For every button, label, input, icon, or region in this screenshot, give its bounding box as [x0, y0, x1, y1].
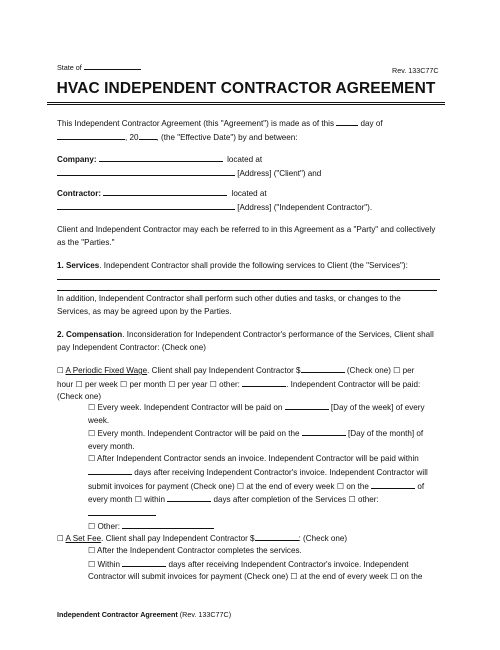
after-completion-option[interactable]: ☐ After the Independent Contractor completes the services.	[88, 546, 302, 555]
footer-title: Independent Contractor Agreement	[57, 610, 178, 619]
state-label: State of	[57, 63, 82, 72]
company-name-blank[interactable]	[99, 153, 223, 162]
month-day-blank[interactable]	[302, 427, 346, 436]
state-line	[57, 61, 141, 72]
revision-code: Rev. 133C77C	[392, 66, 439, 75]
title-rule-1	[47, 102, 445, 103]
services-line-1[interactable]	[57, 279, 440, 280]
set-fee-days-blank[interactable]	[122, 558, 166, 567]
page-footer	[57, 610, 231, 619]
set-fee-amount-blank[interactable]	[255, 532, 299, 541]
state-blank[interactable]	[84, 61, 141, 70]
intro-paragraph: This Independent Contractor Agreement (this "Agreement") is made as of this day of , 20 , (the "Effective Date") by and between:	[57, 119, 383, 142]
set-fee-option: ☐ A Set Fee. Client shall pay Independent Contractor $ : (Check one)	[57, 534, 348, 543]
company-address-blank[interactable]	[57, 167, 235, 176]
other-option[interactable]: ☐ Other:	[88, 522, 120, 532]
document-title: HVAC INDEPENDENT CONTRACTOR AGREEMENT	[56, 80, 436, 97]
set-fee-suboptions: ☐ After the Independent Contractor completes the services. ☐ Within days after receiving Independent Contractor's invoice. Independent Contractor will submit invoices for payment (Check one) ☐ at the end of every week ☐ on the	[88, 545, 458, 584]
periodic-suboptions: ☐ Every week. Independent Contractor will be paid on [Day of the week] of every week. ☐ Every month. Independent Contractor will be paid on the [Day of the month] of every month. ☐ After Independent Contractor sends an invoice. Independent Contractor will be paid within days after receiving Independent Contractor's invoice. Independent Contractor will submit invoices for payment (Check one) ☐ at the end of every week ☐ on the of every month ☐ within days after completion of the Services ☐ other: ☐ Other:	[88, 401, 448, 534]
within-option[interactable]: ☐ Within	[88, 559, 120, 569]
services-heading: 1. Services. Independent Contractor shall provide the following services to Client (the "Services"):	[57, 261, 408, 270]
periodic-amount-blank[interactable]	[301, 364, 345, 373]
compensation-paragraph: 2. Compensation. Inconsideration for Independent Contractor's performance of the Services, Client shall pay Independent Contractor: (Check one)	[57, 330, 434, 352]
other-schedule-blank[interactable]	[88, 507, 156, 516]
month-blank[interactable]	[57, 131, 125, 140]
set-fee-label: A Set Fee	[65, 534, 102, 543]
weekday-blank[interactable]	[285, 401, 329, 410]
periodic-checkbox[interactable]: ☐	[57, 366, 64, 375]
title-rule-2	[47, 104, 445, 105]
services-line-2[interactable]	[57, 290, 437, 291]
day-blank[interactable]	[336, 117, 358, 126]
company-block: Company: located at [Address] ("Client") and	[57, 155, 322, 178]
set-fee-checkbox[interactable]: ☐	[57, 534, 64, 543]
services-additional: In addition, Independent Contractor shall perform such other duties and tasks, or changes to the Services, as may be agreed upon by the Parties.	[57, 294, 401, 316]
parties-paragraph: Client and Independent Contractor may each be referred to in this Agreement as a "Party" and collectively as the "Parties."	[57, 225, 436, 247]
every-month-option[interactable]: ☐ Every month. Independent Contractor will be paid on the	[88, 429, 300, 439]
periodic-label: A Periodic Fixed Wage	[65, 366, 148, 375]
every-week-option[interactable]: ☐ Every week. Independent Contractor will be paid on	[88, 403, 283, 412]
year-blank[interactable]	[139, 131, 157, 140]
periodic-wage-option: ☐ A Periodic Fixed Wage. Client shall pay Independent Contractor $ (Check one) ☐ per hour ☐ per week ☐ per month ☐ per year ☐ other: . Independent Contractor will be paid: (Check one)	[57, 366, 421, 402]
company-label: Company:	[57, 155, 97, 164]
contractor-block: Contractor: located at [Address] ("Independent Contractor").	[57, 189, 373, 212]
contractor-name-blank[interactable]	[103, 187, 227, 196]
invoice-days-blank[interactable]	[88, 466, 132, 475]
periodic-other-blank[interactable]	[242, 378, 286, 387]
contractor-label: Contractor:	[57, 189, 102, 198]
completion-days-blank[interactable]	[167, 493, 211, 502]
other-detail-blank[interactable]	[122, 520, 214, 529]
invoice-day-blank[interactable]	[371, 480, 415, 489]
after-invoice-option[interactable]: ☐ After Independent Contractor sends an invoice. Independent Contractor will be paid within	[88, 454, 419, 464]
footer-rev: (Rev. 133C77C)	[177, 610, 232, 619]
contractor-address-blank[interactable]	[57, 201, 235, 210]
